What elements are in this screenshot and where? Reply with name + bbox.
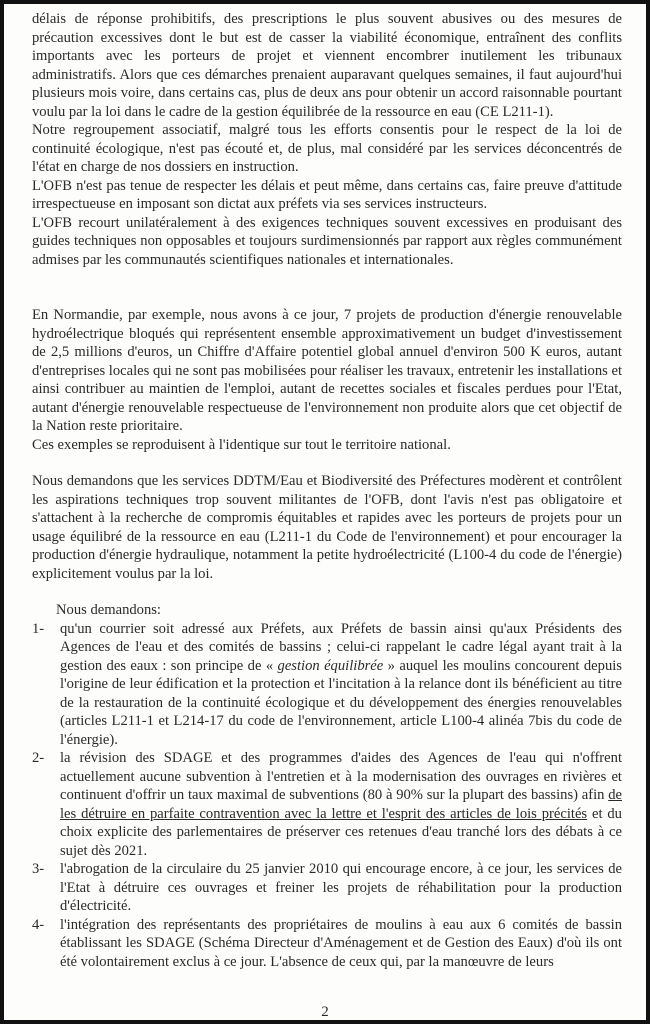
paragraph-normandie: En Normandie, par exemple, nous avons à ce jour, 7 projets de production d'énergie renouvelable hydroélectrique bloqués qui représentent ensemble approximativement un budget d'investissement de 2,5 millions d'euros, un Chiffre d'Affaire potentiel global annuel d'environ 500 K euros, autant d'entreprises locales qui ne sont pas mobilisées pour réaliser les travaux, entretenir les installations et ainsi contribuer au maintien de l'emploi, autant de recettes sociales et fiscales perdues pour l'Etat, autant d'énergie renouvelable respectueuse de l'environnement non produite alors que cet objectif de la Nation reste prioritaire. (32, 307, 622, 434)
list-item-text: l'intégration des représentants des propriétaires de moulins à eau aux 6 comités de bassin établissant les SDAGE (Schéma Directeur d'Aménagement et de Gestion des Eaux) d'où ils ont été volontairement exclus à ce jour. L'absence de ceux qui, par la manœuvre de leurs (60, 916, 622, 970)
list-item-number: 1- (32, 620, 45, 637)
list-item-number: 4- (32, 916, 45, 933)
page-number: 2 (321, 1004, 329, 1020)
list-item-number: 3- (32, 861, 45, 877)
list-item-text: qu'un courrier soit adressé aux Préfets, aux Préfets de bassin ainsi qu'aux Présidents des Agences de l'eau et des comités de bassins ; celui-ci rappelant le cadre légal ayant trait à la gestion des eaux : son principe de « gestion équilibrée » auquel les moulins concourent depuis l'origine de leur édification et la protection et l'incitation à la relance dont ils bénéficient au titre de la restauration de la continuité écologique et du développement des énergies renouvelables (articles L211-1 et L214-17 du code de l'environnement, article L100-4 alinéa 7bis du code de l'énergie). (60, 620, 622, 748)
underlined-text: de les détruire en parfaite contravention avec la lettre et l'esprit des articles de lois précités (60, 787, 622, 822)
paragraph-ofb-requirements: L'OFB recourt unilatéralement à des exigences techniques souvent excessives en produisant des guides techniques non opposables et toujours surdimensionnés par rapport aux règles communément admises par les communautés scientifiques nationales et internationales. (32, 214, 622, 268)
list-intro: Nous demandons: (56, 602, 161, 618)
emphasis-text: gestion équilibrée (277, 657, 384, 674)
list-item (32, 620, 622, 750)
list-item-number: 2- (32, 750, 45, 766)
list-item (32, 916, 622, 972)
paragraph-examples: Ces exemples se reproduisent à l'identique sur tout le territoire national. (32, 436, 451, 453)
paragraph-association: Notre regroupement associatif, malgré tous les efforts consentis pour le respect de la loi de continuité écologique, n'est pas écouté et, de plus, mal considéré par les services déconcentrés de l'état en charge de nos dossiers en instruction. (32, 122, 622, 175)
document-body (32, 10, 622, 971)
list-item-text: la révision des SDAGE et des programmes d'aides des Agences de l'eau qui n'offrent actuellement aucune subvention à l'entretien et à la modernisation des ouvrages en rivières et continuent d'offrir un taux maximal de subventions (80 à 90% sur la plupart des bassins) afin de les détruire en parfaite contravention avec la lettre et l'esprit des articles de lois précités et du choix explicite des parlementaires de préserver ces retenues d'eau tranché lors des débats à ce sujet dès 2021. (60, 750, 622, 859)
spacer (32, 583, 622, 601)
paragraph-delays: délais de réponse prohibitifs, des prescriptions le plus souvent abusives ou des mesures de précaution excessives dont le but est de casser la viabilité économique, entraînent des conflits importants avec les porteurs de projet et viennent encombrer inutilement les tribunaux administratifs. Alors que ces démarches prenaient auparavant quelques semaines, il faut aujourd'hui plusieurs mois voire, dans certains cas, plus de deux ans pour obtenir un accord raisonnable pourtant voulu par la loi dans le cadre de la gestion équilibrée de la ressource en eau (CE L211-1). (32, 11, 622, 120)
list-item (32, 860, 622, 916)
spacer (32, 269, 622, 306)
list-item (32, 749, 622, 860)
demands-list (32, 620, 622, 972)
paragraph-ofb-delays: L'OFB n'est pas tenue de respecter les délais et peut même, dans certains cas, faire preuve d'attitude irrespectueuse en imposant son dictat aux préfets via ses services instructeurs. (32, 177, 622, 212)
document-page (4, 4, 646, 1020)
paragraph-ddtm-request: Nous demandons que les services DDTM/Eau et Biodiversité des Préfectures modèrent et contrôlent les aspirations techniques trop souvent militantes de l'OFB, dont l'avis n'est pas obligatoire et s'attachent à la recherche de compromis équitables et rapides avec les porteurs de projets pour un usage équilibré de la ressource en eau (L211-1 du Code de l'environnement) et pour encourager la production d'énergie hydraulique, notamment la petite hydroélectricité (L100-4 du code de l'énergie) explicitement voulus par la loi. (32, 473, 622, 582)
list-item-text: l'abrogation de la circulaire du 25 janvier 2010 qui encourage encore, à ce jour, les services de l'Etat à détruire ces ouvrages et freiner les projets de réhabilitation pour la production d'électricité. (60, 861, 622, 914)
spacer (32, 454, 622, 472)
